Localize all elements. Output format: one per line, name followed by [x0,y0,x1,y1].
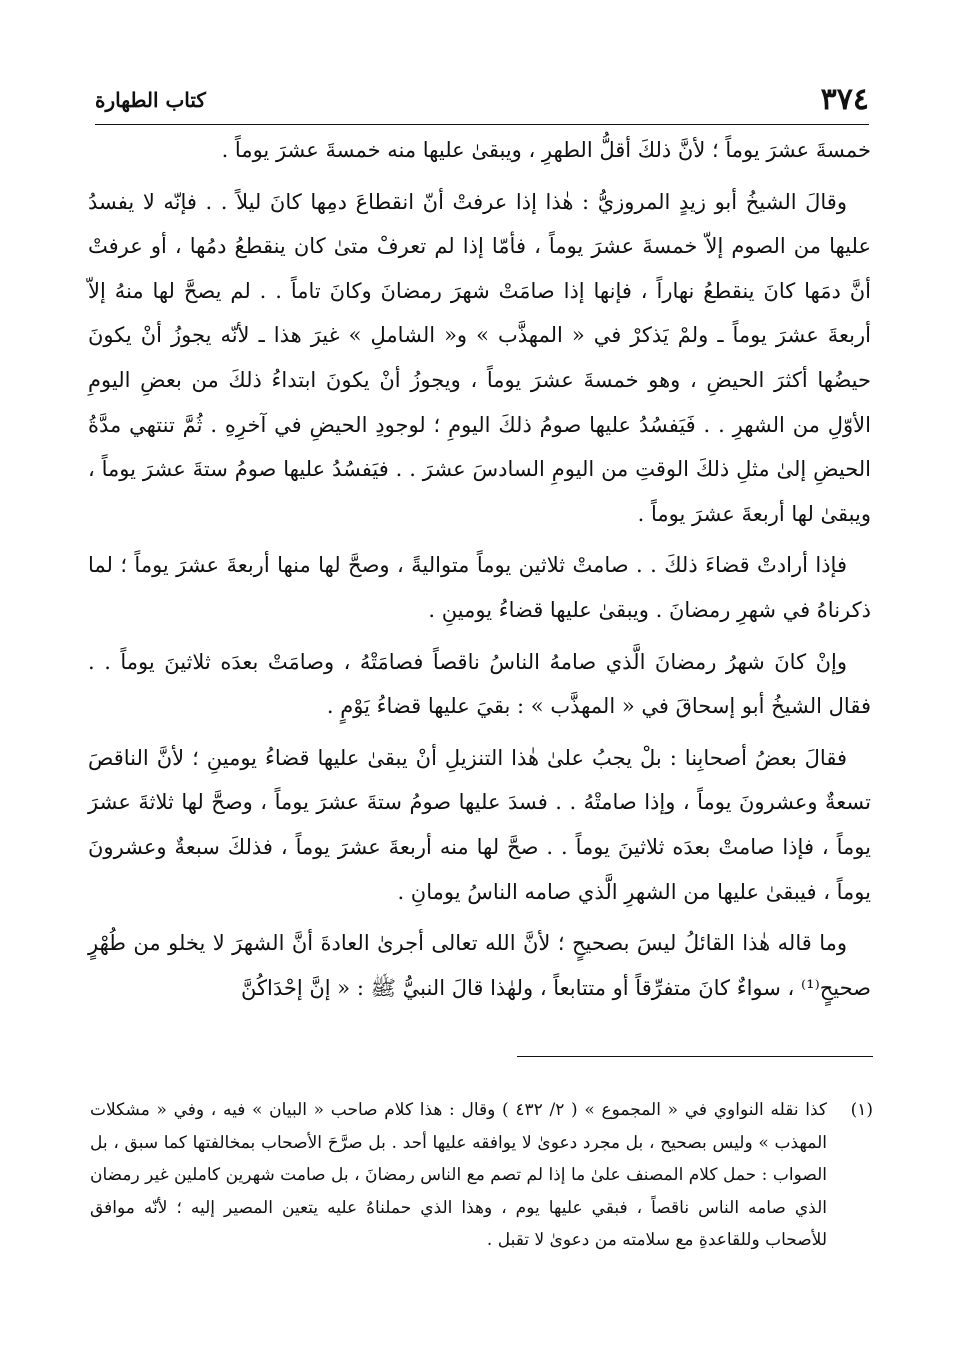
paragraph: فقالَ بعضُ أصحابِنا : بلْ يجبُ علىٰ هٰذا التنزيلِ أنْ يبقىٰ عليها قضاءُ يومينِ ؛ لأنَّ الناقصَ تسعةٌ وعشرونَ يوماً ، وإذا صامتْهُ . . فسدَ عليها صومُ ستةَ عشرَ يوماً ، وصحَّ لها ثلاثةَ عشرَ يوماً ، فإذا صامتْ بعدَه ثلاثينَ يوماً . . صحَّ لها منه أربعةَ عشرَ يوماً ، فذلكَ سبعةٌ وعشرونَ يوماً ، فيبقىٰ عليها من الشهرِ الَّذي صامه الناسُ يومانِ . [88,745,871,904]
paragraph: وما قاله هٰذا القائلُ ليسَ بصحيحٍ ؛ لأنَّ الله تعالى أجرىٰ العادةَ أنَّ الشهرَ لا يخلو من طُهْرٍ صحيحٍ⁽¹⁾ ، سواءٌ كانَ متفرِّقاً أو متتابعاً ، ولهٰذا قالَ النبيُّ ﷺ : « إنَّ إحْدَاكُنَّ [88,931,871,1000]
main-text [88,128,871,1017]
paragraph: فإذا أرادتْ قضاءَ ذلكَ . . صامتْ ثلاثين يوماً متواليةً ، وصحَّ لها منها أربعةَ عشرَ يوماً ؛ لما ذكرناهُ في شهرِ رمضانَ . ويبقىٰ عليها قضاءُ يومينِ . [88,553,871,622]
footnote-number: (١) [850,1100,873,1120]
footnote [90,1094,873,1257]
page-header [95,80,869,125]
footnote-separator [517,1056,873,1057]
page-number: ٣٧٤ [820,82,869,117]
paragraph: وقالَ الشيخُ أبو زيدٍ المروزيُّ : هٰذا إذا عرفتْ أنّ انقطاعَ دمِها كانَ ليلاً . . فإنّه لا يفسدُ عليها من الصوم إلاّ خمسةَ عشرَ يوماً ، فأمّا إذا لم تعرفْ متىٰ كان ينقطعُ دمُها ، أو عرفتْ أنَّ دمَها كانَ ينقطعُ نهاراً ، فإنها إذا صامَتْ شهرَ رمضانَ وكانَ تاماً . . لم يصحَّ لها منهُ إلاّ أربعةَ عشرَ يوماً ـ ولمْ يَذكرْ في « المهذَّب » و« الشاملِ » غيرَ هذا ـ لأنّه يجوزُ أنْ يكونَ حيضُها أكثرَ الحيضِ ، وهو خمسةَ عشرَ يوماً ، ويجوزُ أنْ يكونَ ابتداءُ ذلكَ من بعضِ اليومِ الأوّلِ من الشهرِ . . فَيَفسُدُ عليها صومُ ذلكَ اليومِ ؛ لوجودِ الحيضِ في آخرِهِ . ثُمَّ تنتهي مدَّةُ الحيضِ إلىٰ مثلِ ذلكَ الوقتِ من اليومِ السادسَ عشرَ . . فيَفسُدُ عليها صومُ ستةَ عشرَ يوماً ، ويبقىٰ لها أربعةَ عشرَ يوماً . [88,189,871,526]
paragraph: خمسةَ عشرَ يوماً ؛ لأنَّ ذلكَ أقلُّ الطهرِ ، ويبقىٰ عليها منه خمسةَ عشرَ يوماً . [221,138,871,162]
paragraph: وإنْ كانَ شهرُ رمضانَ الَّذي صامهُ الناسُ ناقصاً فصامَتْهُ ، وصامَتْ بعدَه ثلاثينَ يوماً . . فقال الشيخُ أبو إسحاقَ في « المهذَّب » : بقيَ عليها قضاءُ يَوْمٍ . [88,649,871,719]
footnote-text: كذا نقله النواوي في « المجموع » ( ٢/ ٤٣٢ ) وقال : هذا كلام صاحب « البيان » فيه ، وفي « مشكلات المهذب » وليس بصحيح ، بل مجرد دعوىٰ لا يوافقه عليها أحد . بل صرَّحَ الأصحاب بمخالفتها كما سبق ، بل الصواب : حمل كلام المصنف علىٰ ما إذا لم تصم مع الناس رمضانَ ، بل صامت شهرين كاملين غير رمضان الذي صامه الناس ناقصاً ، فبقي عليها يوم ، وهذا الذي حملناهُ عليه يتعين المصير إليه ؛ لأنّه موافق للأصحاب وللقاعدةِ مع سلامته من دعوىٰ لا تقبل . [90,1100,827,1250]
running-title: كتاب الطهارة [95,88,206,112]
